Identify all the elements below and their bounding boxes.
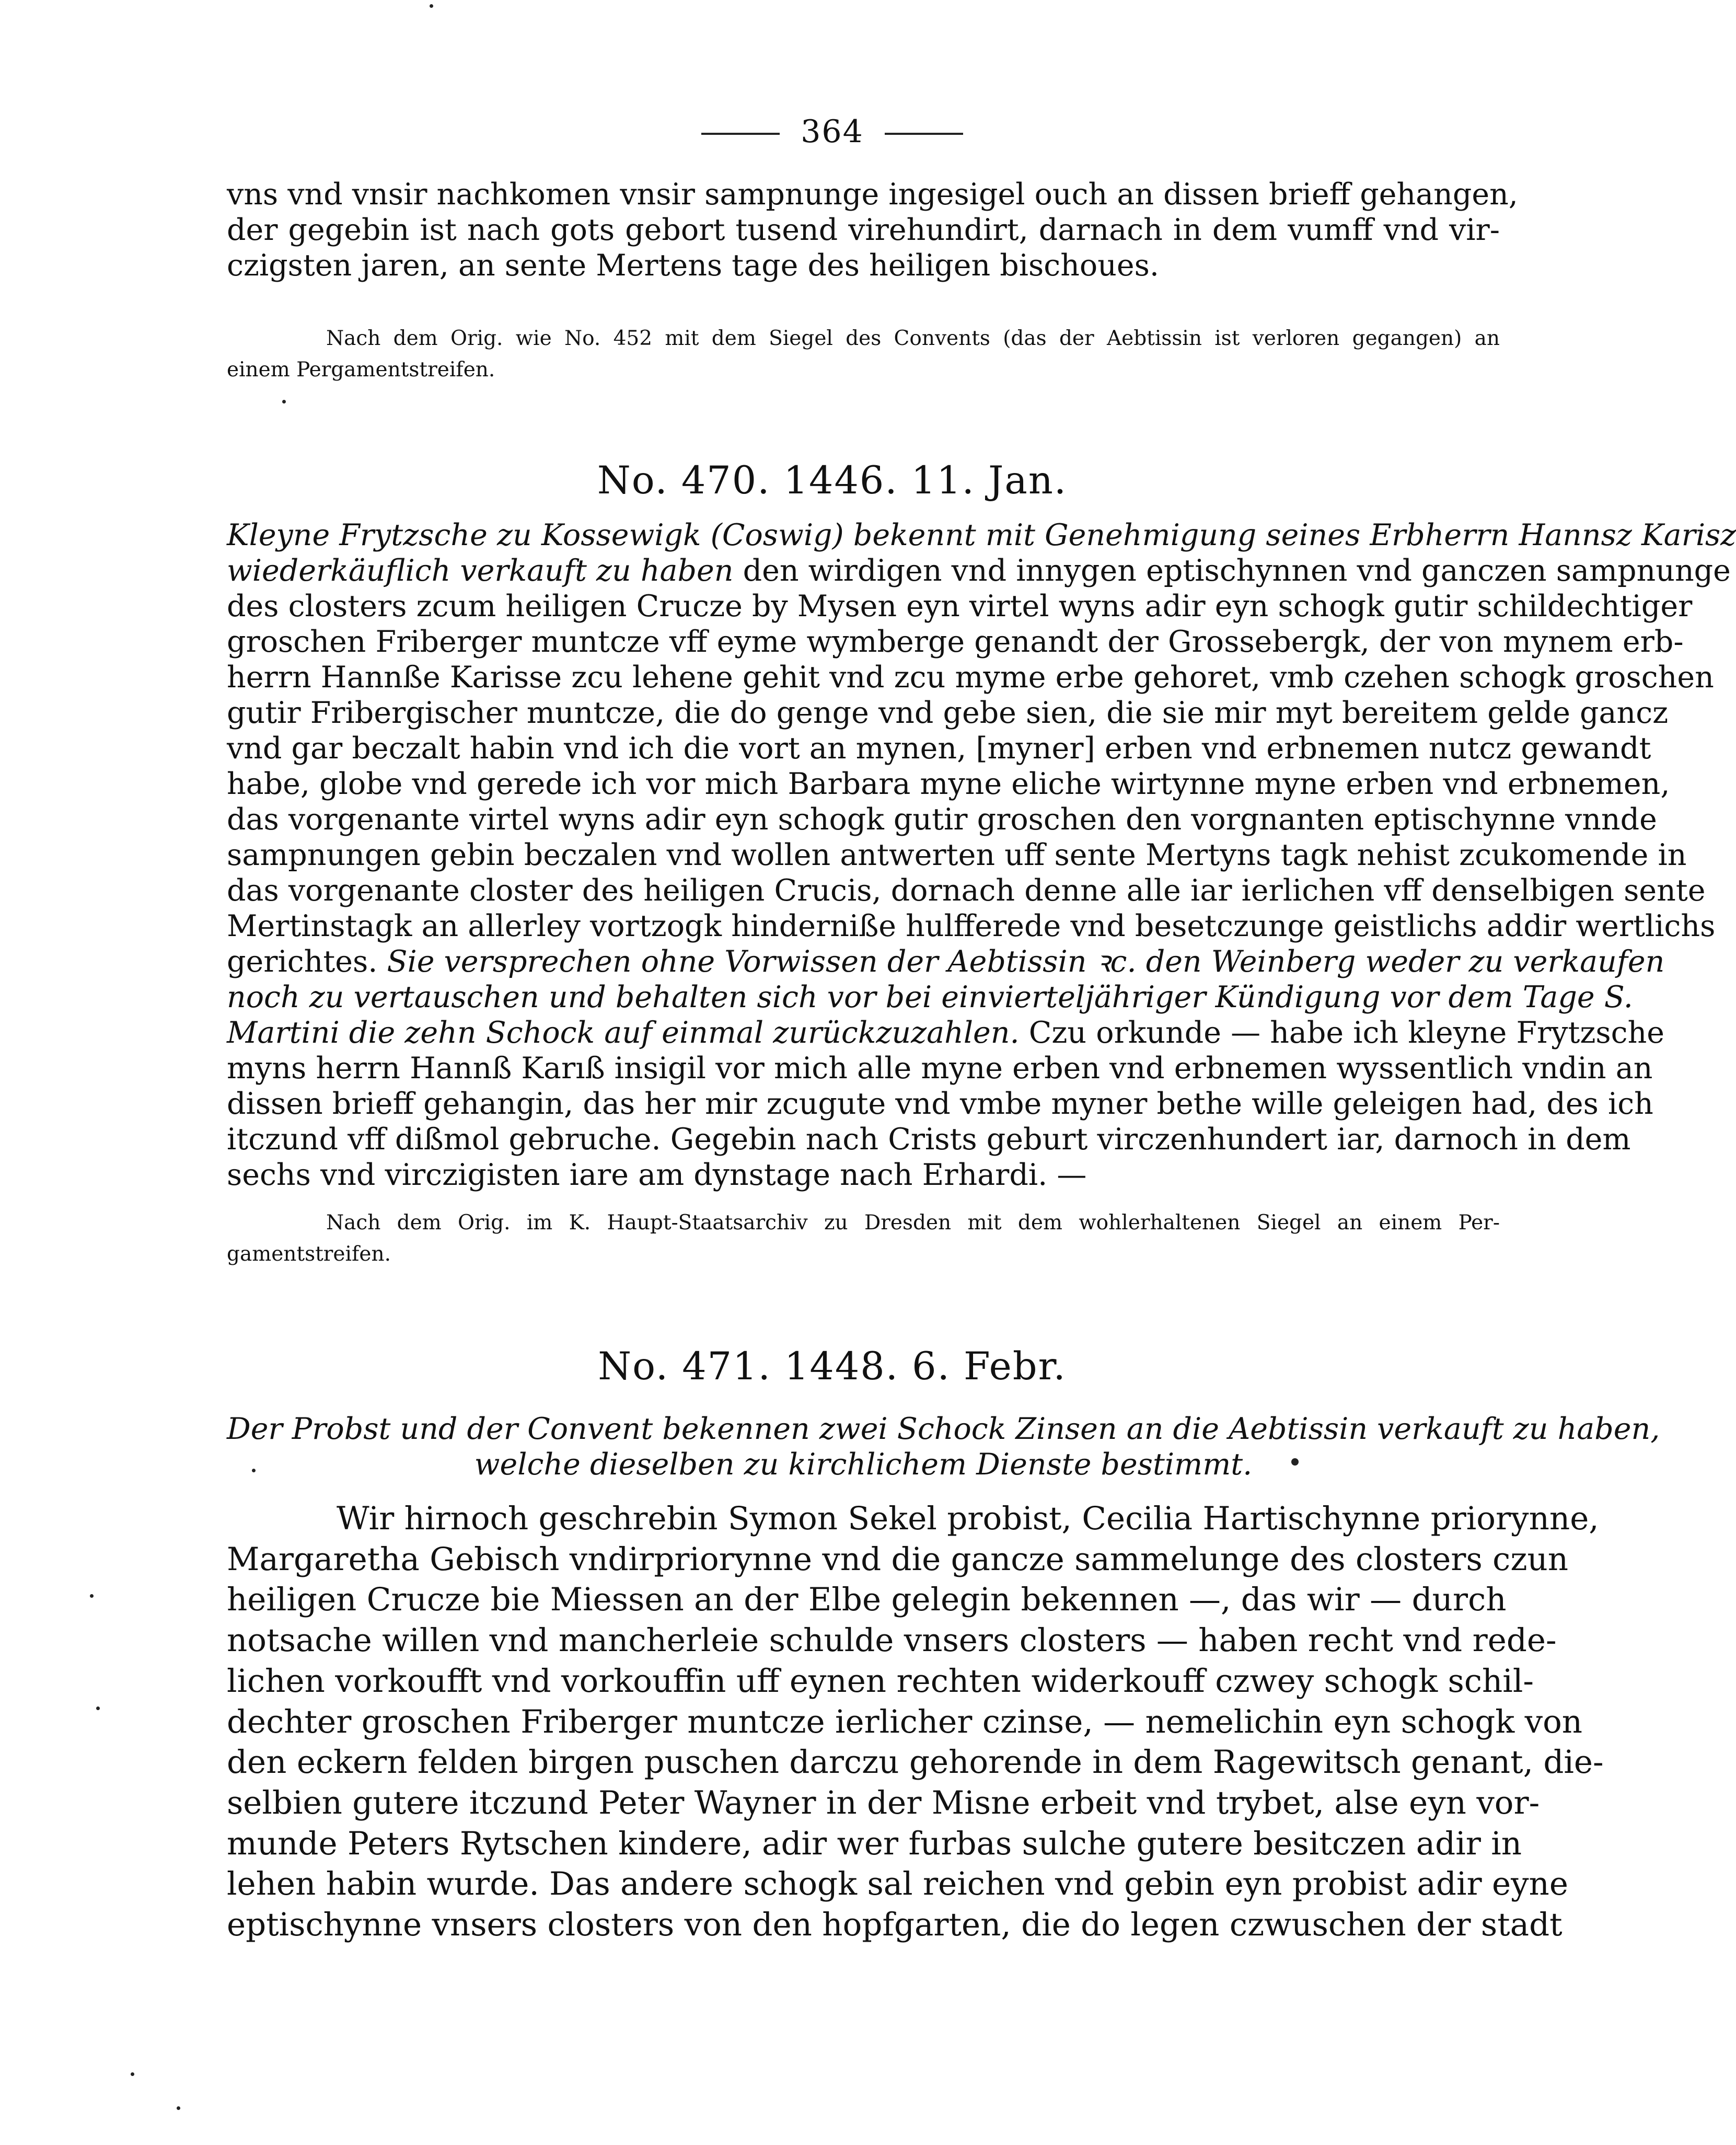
text-line: den eckern felden birgen puschen darczu gehorende in dem Ragewitsch genant, die- [227,1744,1604,1781]
roman-run: Czu orkunde — habe ich kleyne Frytzsche [1019,1016,1665,1050]
note-line: gamentstreifen. [227,1242,391,1266]
scan-speck [96,1706,100,1710]
text-line: czigsten jaren, an sente Mertens tage des heiligen bischoues. [227,248,1160,283]
note-line: einem Pergamentstreifen. [227,358,495,382]
entry-heading-471: No. 471. 1448. 6. Febr. [598,1344,1067,1389]
italic-run: Kleyne Frytzsche zu Kossewigk (Coswig) bekennt mit Genehmigung seines Erbherrn Hannsz Karisz [227,518,1736,552]
scan-speck [90,1594,94,1598]
text-line: vns vnd vnsir nachkomen vnsir sampnunge ingesigel ouch an dissen brieff gehangen, [227,177,1518,212]
entry-471-text [227,1498,1604,1945]
italic-run: Martini die zehn Schock auf einmal zurückzuzahlen. [227,1016,1020,1050]
note-line: Nach dem Orig. im K. Haupt-Staatsarchiv zu Dresden mit dem wohlerhaltenen Siegel an einem Per- [326,1211,1500,1235]
roman-run: groschen Friberger muntcze vff eyme wymberge genandt der Grossebergk, der von mynem erb- [227,625,1684,659]
roman-run: myns herrn Hannß Karıß insigil vor mich alle myne erben vnd erbnemen wyssentlich vndin an [227,1051,1653,1086]
carryover-paragraph [227,177,1518,283]
summary-line: welche dieselben zu kirchlichem Dienste bestimmt. [474,1447,1253,1482]
entry-471-summary [227,1411,1660,1482]
italic-run: Sie versprechen ohne Vorwissen der Aebtissin ꝛc. den Weinberg weder zu verkaufen [387,944,1665,979]
text-line: Margaretha Gebisch vndirpriorynne vnd die gancze sammelunge des closters czun [227,1540,1569,1578]
text-line [227,517,1736,553]
text-line [227,695,1669,731]
roman-run: gutir Fribergischer muntcze, die do genge vnd gebe sien, die sie mir myt bereitem gelde gancz [227,696,1669,730]
text-line: der gegebin ist nach gots gebort tusend virehundirt, darnach in dem vumff vnd vir- [227,213,1500,247]
text-line [227,979,1633,1015]
text-line: Wir hirnoch geschrebin Symon Sekel probist, Cecilia Hartischynne priorynne, [337,1500,1599,1537]
text-line [227,873,1706,908]
text-line [227,766,1670,802]
roman-run: itczund vff dißmol gebruche. Gegebin nach Crists geburt virczenhundert iar, darnoch in dem [227,1122,1631,1157]
roman-run: vnd gar beczalt habin vnd ich die vort an mynen, [myner] erben vnd erbnemen nutcz gewandt [227,731,1651,766]
text-line [227,1157,1500,1193]
text-line: notsache willen vnd mancherleie schulde vnsers closters — haben recht vnd rede- [227,1622,1557,1659]
text-line [227,837,1687,873]
roman-run: dissen brieff gehangin, das her mir zcugute vnd vmbe myner bethe wille geleigen had, des ich [227,1087,1653,1121]
text-line [227,731,1651,766]
note-line: Nach dem Orig. wie No. 452 mit dem Siegel des Convents (das der Aebtissin ist verloren gegangen) an [326,327,1500,350]
roman-run: habe, globe vnd gerede ich vor mich Barbara myne eliche wirtynne myne erben vnd erbnemen, [227,767,1670,801]
roman-run: den wirdigen vnd innygen eptischynnen vnd ganczen sampnunge [733,553,1731,588]
text-line [227,1086,1653,1122]
text-line [227,589,1693,624]
text-line: selbien gutere itczund Peter Wayner in der Misne erbeit vnd trybet, alse eyn vor- [227,1784,1540,1821]
roman-run: das vorgenante closter des heiligen Crucis, dornach denne alle iar ierlichen vff denselbigen sente [227,873,1706,908]
text-line [227,944,1665,979]
scan-speck [177,2106,180,2110]
text-line [227,660,1714,695]
text-line [227,553,1731,589]
text-line [227,908,1716,944]
page-number-dash-left [701,133,780,135]
roman-run: das vorgenante virtel wyns adir eyn schogk gutir groschen den vorgnanten eptischynne vnnde [227,802,1657,837]
page-number [0,111,1664,153]
text-line [227,624,1684,660]
roman-run: gerichtes. [227,944,387,979]
scan-speck [252,1469,256,1472]
scan-speck [430,4,433,8]
text-line: eptischynne vnsers closters von den hopfgarten, die do legen czwuschen der stadt [227,1906,1563,1944]
source-note-469 [227,323,1500,386]
italic-run: wiederkäuflich verkauft zu haben [227,553,734,588]
italic-run: noch zu vertauschen und behalten sich vor bei einvierteljähriger Kündigung vor dem Tage S. [227,980,1633,1014]
text-line: lehen habin wurde. Das andere schogk sal reichen vnd gebin eyn probist adir eyne [227,1865,1568,1903]
page-number-dash-right [885,133,963,135]
text-line [227,1015,1665,1051]
text-line: lichen vorkoufft vnd vorkouffin uff eynen rechten widerkouff czwey schogk schil- [227,1662,1534,1700]
summary-line: Der Probst und der Convent bekennen zwei Schock Zinsen an die Aebtissin verkauft zu haben, [227,1412,1660,1446]
entry-heading-470: No. 470. 1446. 11. Jan. [597,458,1068,503]
roman-run: herrn Hannße Karisse zcu lehene gehit vnd zcu myme erbe gehoret, vmb czehen schogk groschen [227,660,1714,695]
entry-470-text [227,517,1736,1193]
text-line [227,802,1657,837]
roman-run: sampnungen gebin beczalen vnd wollen antwerten uff sente Mertyns tagk nehist zcukomende in [227,838,1687,872]
page-number-text: 364 [801,113,864,150]
text-line: dechter groschen Friberger muntcze ierlicher czinse, — nemelichin eyn schogk von [227,1703,1583,1740]
text-line [227,1051,1653,1086]
roman-run: des closters zcum heiligen Crucze by Mysen eyn virtel wyns adir eyn schogk gutir schildechtiger [227,589,1693,624]
text-line: heiligen Crucze bie Miessen an der Elbe gelegin bekennen —, das wir — durch [227,1581,1507,1619]
scan-speck [282,400,286,403]
text-line: munde Peters Rytschen kindere, adir wer furbas sulche gutere besitczen adir in [227,1825,1522,1862]
scan-speck [1291,1458,1299,1466]
roman-run: Mertinstagk an allerley vortzogk hinderniße hulfferede vnd besetczunge geistlichs addir wertlichs [227,909,1716,943]
scan-speck [131,2072,134,2076]
source-note-470 [227,1207,1500,1270]
roman-run: sechs vnd virczigisten iare am dynstage nach Erhardi. — [227,1158,1087,1192]
text-line [227,1122,1631,1157]
